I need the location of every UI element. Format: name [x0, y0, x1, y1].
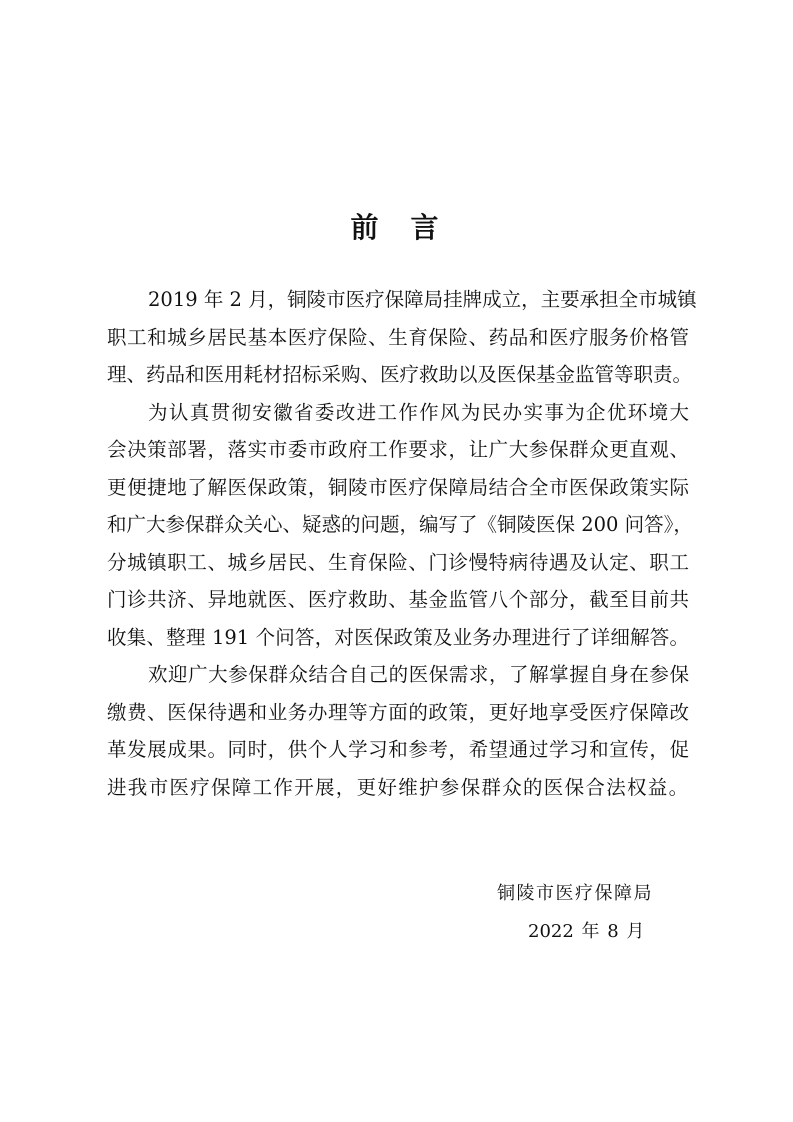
paragraph-line: 门诊共济、异地就医、医疗救助、基金监管八个部分，截至目前共	[107, 588, 689, 611]
paragraph-line: 革发展成果。同时，供个人学习和参考，希望通过学习和宣传，促	[107, 738, 689, 761]
paragraph-line: 进我市医疗保障工作开展，更好维护参保群众的医保合法权益。	[107, 775, 690, 799]
paragraph-line: 欢迎广大参保群众结合自己的医保需求，了解掌握自身在参保	[148, 663, 689, 686]
paragraph-line: 更便捷地了解医保政策，铜陵市医疗保障局结合全市医保政策实际	[107, 475, 689, 499]
page-title	[0, 206, 793, 246]
paragraph-line: 和广大参保群众关心、疑惑的问题，编写了《铜陵医保 200 问答》，	[107, 513, 693, 536]
preface-body	[107, 281, 697, 806]
paragraph-line: 职工和城乡居民基本医疗保险、生育保险、药品和医疗服务价格管	[107, 325, 689, 349]
paragraph-line: 缴费、医保待遇和业务办理等方面的政策，更好地享受医疗保障改	[107, 700, 689, 724]
paragraph-line: 为认真贯彻安徽省委改进工作作风为民办实事为企优环境大	[148, 400, 689, 424]
title-part-2: 言	[410, 211, 443, 244]
paragraph-line: 分城镇职工、城乡居民、生育保险、门诊慢特病待遇及认定、职工	[107, 550, 689, 574]
paragraph-line: 2019 年 2 月，铜陵市医疗保障局挂牌成立，主要承担全市城镇	[148, 288, 697, 311]
paragraph-line: 理、药品和医用耗材招标采购、医疗救助以及医保基金监管等职责。	[107, 363, 693, 386]
paragraph-line: 收集、整理 191 个问答，对医保政策及业务办理进行了详细解答。	[107, 625, 689, 649]
signature-date: 2022 年 8 月	[528, 921, 645, 942]
title-part-1: 前	[350, 211, 383, 244]
signature-organization: 铜陵市医疗保障局	[497, 883, 653, 904]
paragraph-line: 会决策部署，落实市委市政府工作要求，让广大参保群众更直观、	[107, 438, 689, 461]
